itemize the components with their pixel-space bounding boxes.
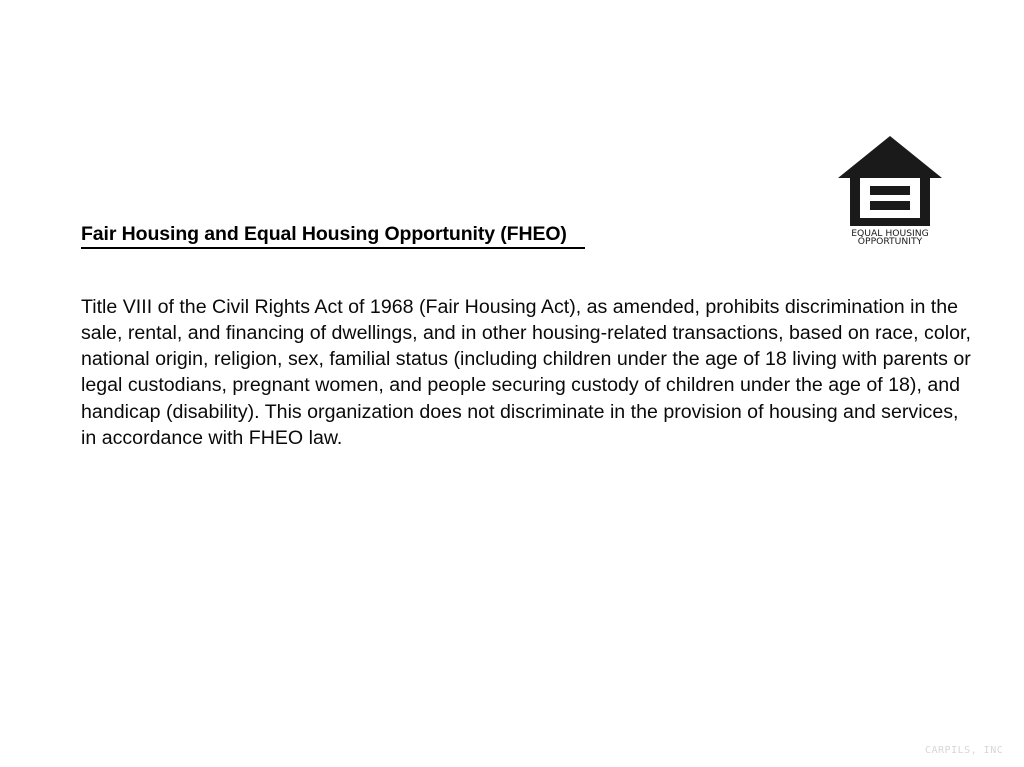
logo-caption-line2: OPPORTUNITY xyxy=(857,236,923,246)
equal-bar-bottom xyxy=(870,201,910,210)
footer-watermark: CARPILS, INC xyxy=(925,745,1004,756)
equal-bar-top xyxy=(870,186,910,195)
section-heading xyxy=(81,223,585,246)
house-inner-field xyxy=(860,178,920,218)
section-heading-text: Fair Housing and Equal Housing Opportunity (FHEO) xyxy=(81,223,585,249)
equal-housing-opportunity-logo xyxy=(836,134,944,246)
body-paragraph: Title VIII of the Civil Rights Act of 1968 (Fair Housing Act), as amended, prohibits discrimination in the sale, rental, and financing of dwellings, and in other housing-related transactions, based on race, color, national origin, religion, sex, familial status (including children under the age of 18 living with parents or legal custodians, pregnant women, and people securing custody of children under the age of 18), and handicap (disability). This organization does not discriminate in the provision of housing and services, in accordance with FHEO law. xyxy=(81,295,971,450)
logo-caption-line1: EQUAL HOUSING xyxy=(851,228,929,239)
